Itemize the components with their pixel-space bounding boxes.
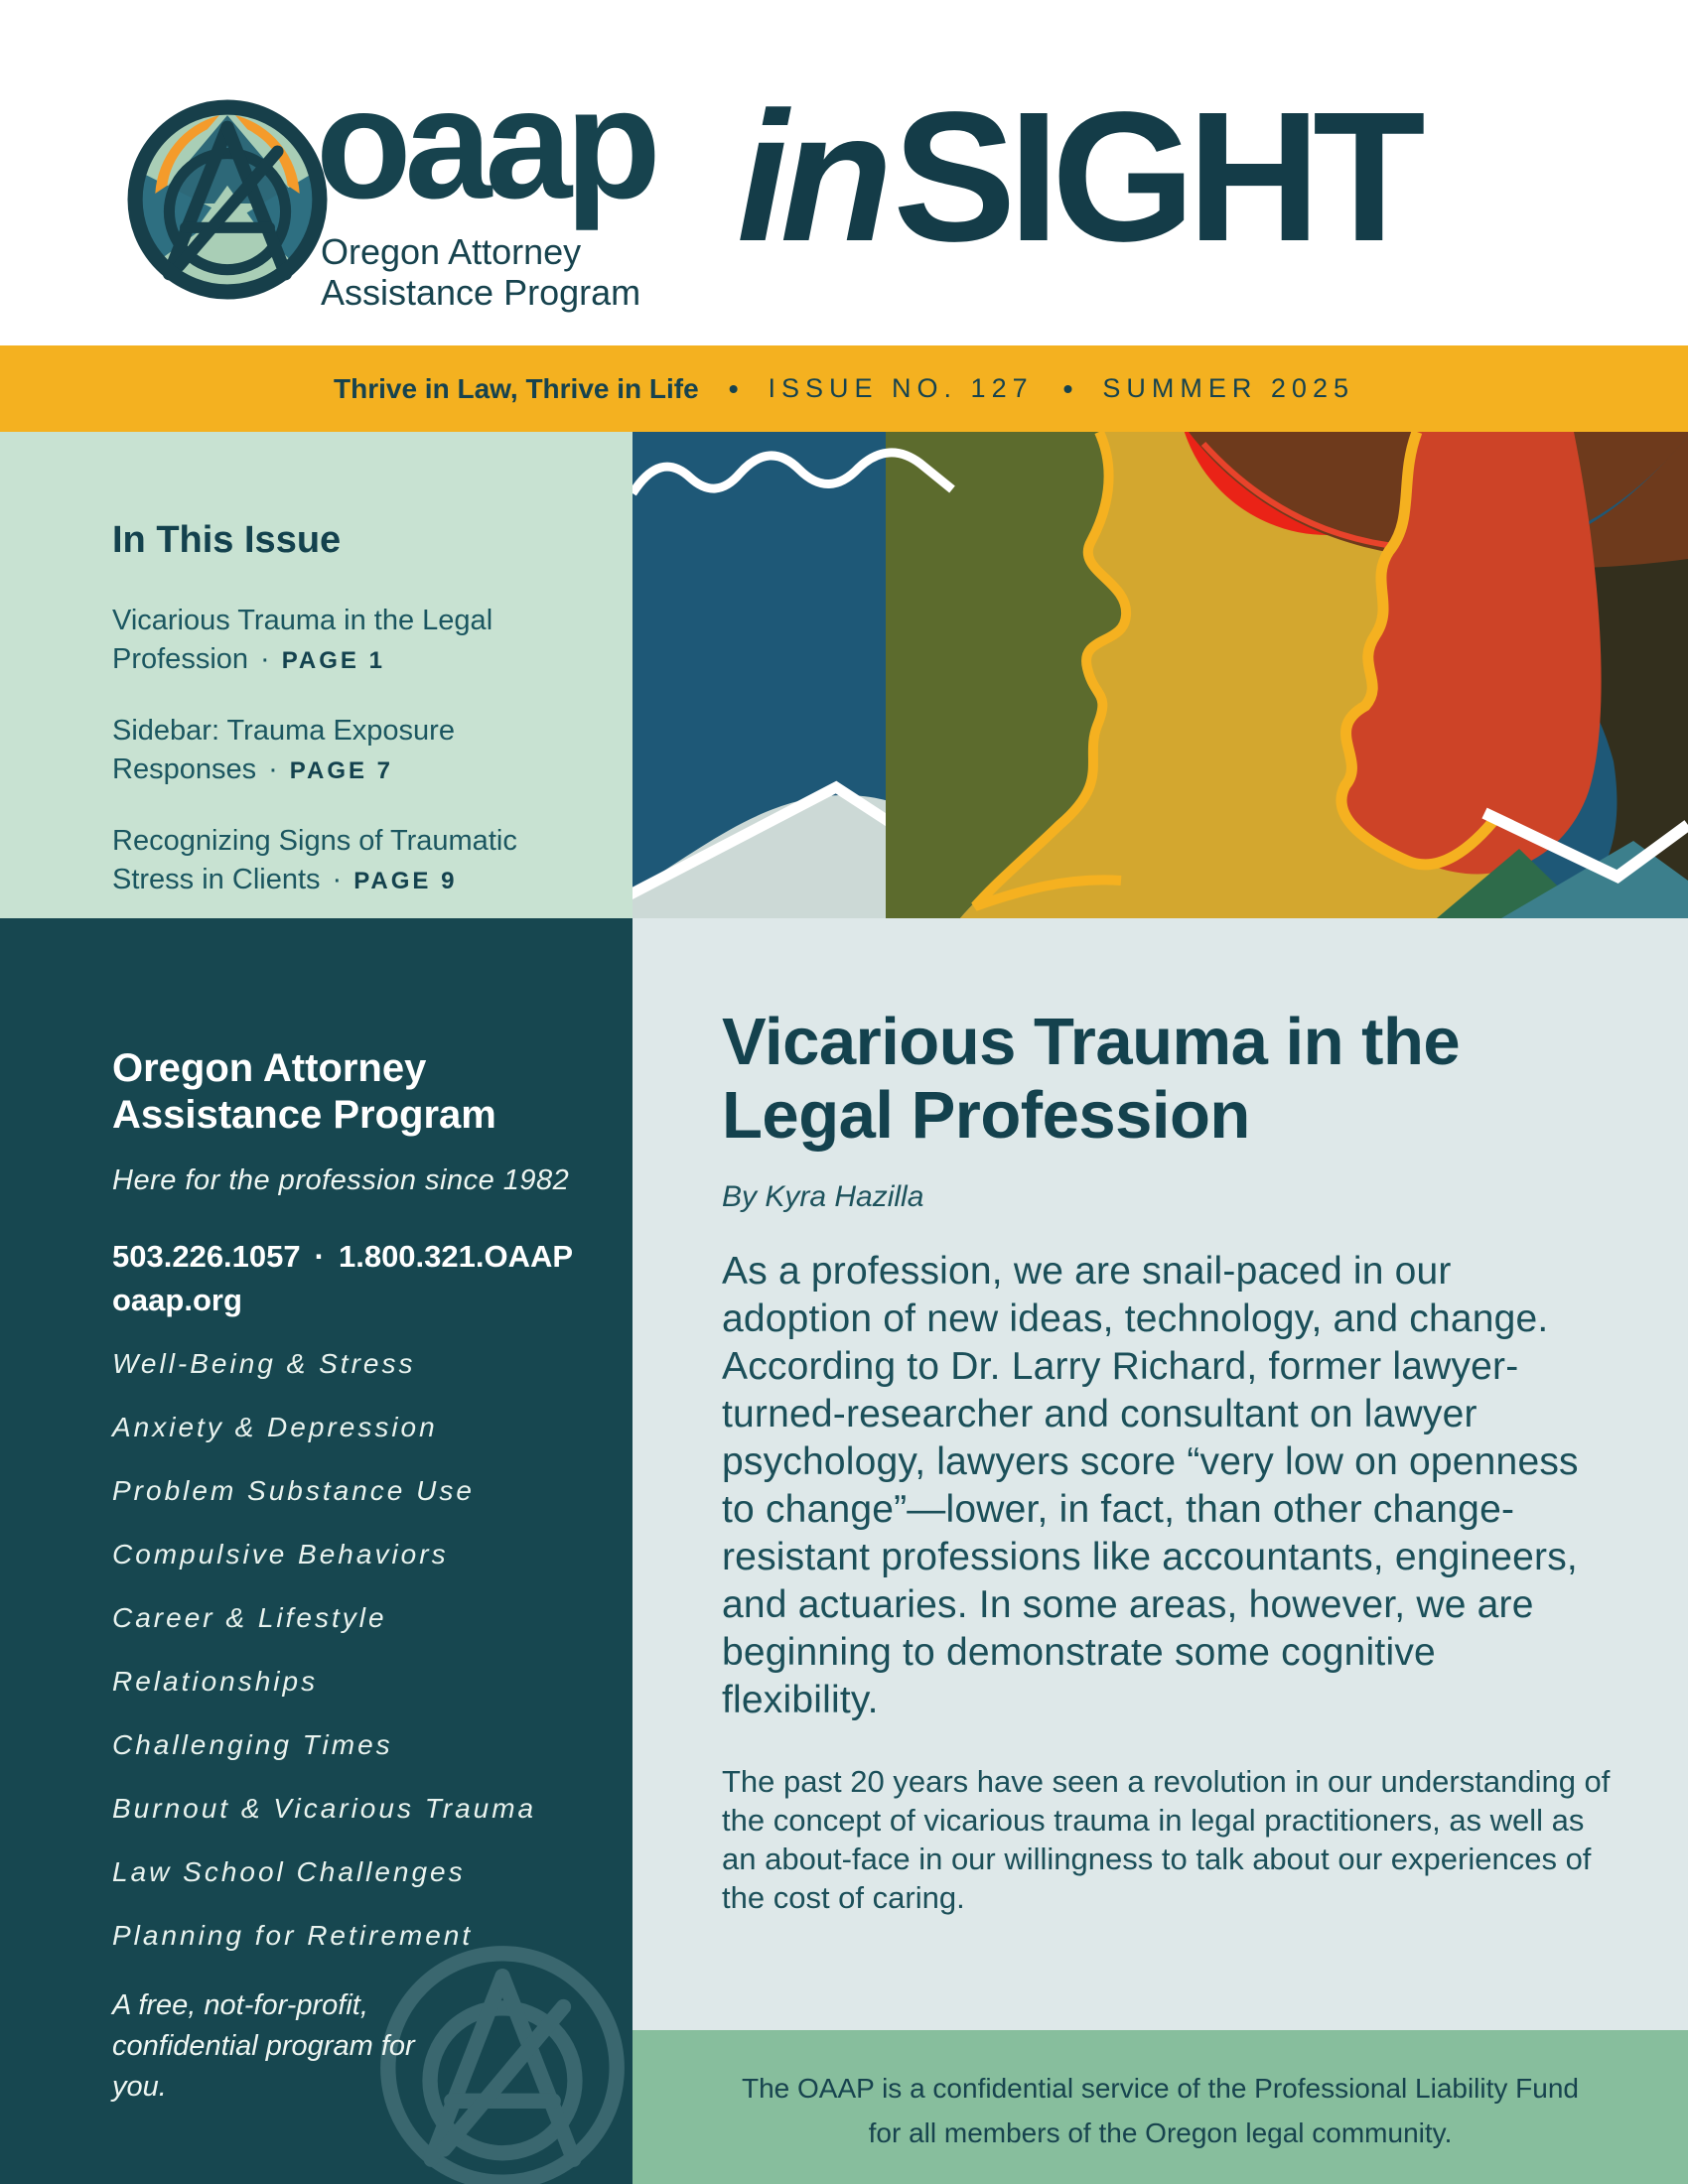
banner-tagline: Thrive in Law, Thrive in Life — [334, 372, 699, 404]
banner-season: SUMMER 2025 — [1102, 373, 1354, 403]
service-item: Law School Challenges — [112, 1856, 466, 1887]
sidebar-org-tagline: Here for the profession since 1982 — [112, 1164, 570, 1196]
sidebar-org-name: Oregon Attorney Assistance Program — [112, 1046, 496, 1137]
service-item: Planning for Retirement — [112, 1920, 474, 1951]
footer-line2: for all members of the Oregon legal community. — [868, 2117, 1453, 2148]
phone-tollfree: 1.800.321.OAAP — [338, 1239, 574, 1274]
oaap-subtitle-line2: Assistance Program — [321, 272, 641, 313]
abstract-faces-art — [633, 432, 1688, 918]
service-item: Challenging Times — [112, 1729, 393, 1760]
toc-item-title: Vicarious Trauma in the Legal Profession — [112, 605, 493, 675]
toc-item-title: Recognizing Signs of Traumatic Stress in Clients — [112, 825, 517, 895]
cover-art-illustration — [633, 432, 1688, 918]
banner-issue-number: ISSUE NO. 127 — [768, 373, 1034, 403]
service-item: Anxiety & Depression — [112, 1412, 438, 1442]
confidentiality-footer — [633, 2030, 1688, 2184]
service-item: Burnout & Vicarious Trauma — [112, 1793, 537, 1824]
oaap-wordmark-subtitle — [321, 231, 640, 313]
program-info-sidebar — [0, 918, 633, 2184]
article-second-paragraph: The past 20 years have seen a revolution in our understanding of the concept of vicarious trauma in legal practitioners, as well as an about-face in our willingness to talk about our experiences of the cost of caring. — [722, 1764, 1611, 1915]
service-item: Well-Being & Stress — [112, 1348, 416, 1379]
toc-item-page: PAGE 9 — [353, 868, 458, 894]
newsletter-masthead — [737, 74, 1418, 280]
toc-item-separator: · — [268, 753, 278, 785]
services-list — [112, 1350, 593, 1950]
toc-item — [112, 602, 573, 680]
banner-separator-dot: • — [728, 372, 739, 404]
sidebar-website-link[interactable]: oaap.org — [112, 1283, 242, 1317]
toc-item-page: PAGE 1 — [281, 647, 385, 674]
article-byline: By Kyra Hazilla — [722, 1180, 924, 1213]
masthead-sight: SIGHT — [893, 74, 1418, 280]
toc-item — [112, 712, 573, 790]
article-lead-paragraph: As a profession, we are snail-paced in our adoption of new ideas, technology, and change. According to Dr. Larry Richard, former lawyer-turned-researcher and consultant on lawyer psychology, lawyers score “very low on openness to change”—lower, in fact, than other change-resistant professions like accountants, engineers, and actuaries. In some areas, however, we are beginning to demonstrate some cognitive flexibility. — [722, 1250, 1579, 1721]
toc-heading: In This Issue — [112, 519, 342, 561]
phone-local: 503.226.1057 — [112, 1239, 301, 1274]
oaap-subtitle-line1: Oregon Attorney — [321, 231, 582, 272]
service-item: Career & Lifestyle — [112, 1602, 387, 1633]
banner-separator-dot: • — [1062, 372, 1073, 404]
oaap-wordmark: oaap — [316, 57, 654, 231]
toc-item-title: Sidebar: Trauma Exposure Responses — [112, 715, 455, 785]
toc-list — [112, 602, 573, 900]
issue-banner — [0, 345, 1688, 432]
service-item: Compulsive Behaviors — [112, 1539, 449, 1570]
article-title: Vicarious Trauma in the Legal Profession — [722, 1005, 1461, 1153]
toc-item — [112, 822, 573, 900]
footer-line1: The OAAP is a confidential service of the Professional Liability Fund — [741, 2073, 1580, 2104]
page-header — [0, 0, 1688, 345]
in-this-issue-panel — [0, 432, 633, 918]
service-item: Relationships — [112, 1666, 319, 1697]
masthead-in: in — [737, 74, 886, 280]
toc-item-separator: · — [260, 643, 270, 675]
toc-item-page: PAGE 7 — [289, 757, 394, 784]
sidebar-free-note: A free, not-for-profit, confidential program for you. — [112, 1989, 415, 2103]
oaap-logo-icon — [127, 99, 328, 300]
sidebar-phone-numbers — [112, 1235, 593, 1279]
toc-item-separator: · — [332, 864, 343, 895]
lead-article — [633, 918, 1688, 2030]
phone-separator: · — [314, 1239, 325, 1274]
service-item: Problem Substance Use — [112, 1475, 475, 1506]
